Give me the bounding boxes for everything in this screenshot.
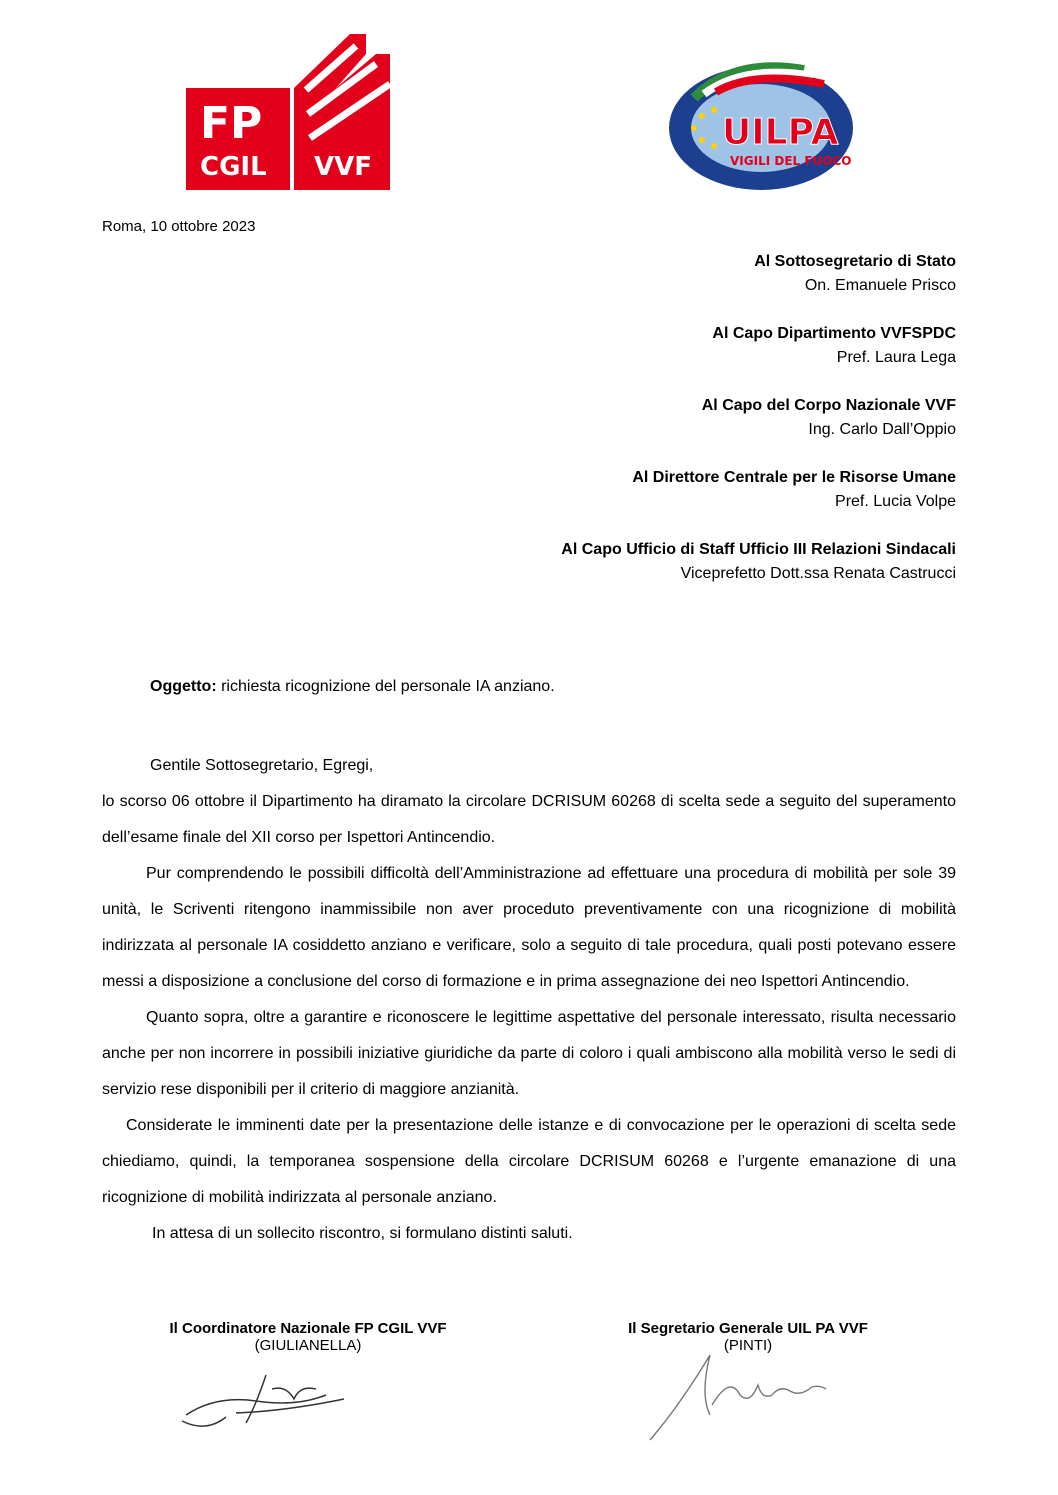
recipient-name: On. Emanuele Prisco: [804, 277, 956, 294]
logo-vvf-text: VVF: [314, 152, 373, 182]
recipient-title: Al Capo del Corpo Nazionale VVF: [701, 397, 956, 414]
logo-uilpa-text: UILPA: [722, 112, 839, 153]
recipient-3: [356, 394, 956, 442]
paragraph-3: Quanto sopra, oltre a garantire e riconoscere le legittime aspettative del personale interessato, risulta necessario anche per non incorrere in possibili iniziative giuridiche da parte di coloro i quali ambiscono alla mobilità verso le sedi di servizio rese disponibili per il criterio di maggiore anzianità.: [102, 1009, 956, 1098]
greeting: Gentile Sottosegretario, Egregi,: [150, 757, 374, 774]
letter-body: [102, 748, 956, 1252]
paragraph-2: Pur comprendendo le possibili difficoltà dell’Amministrazione ad effettuare una procedura di mobilità per sole 39 unità, le Scriventi ritengono inammissibile non aver proceduto preventivamente con una ricognizione di mobilità indirizzata al personale IA cosiddetto anziano e verificare, solo a seguito di tale procedura, quali posti potevano essere messi a disposizione a conclusione del corso di formazione e in prima assegnazione dei neo Ispettori Antincendio.: [102, 865, 956, 990]
logo-fp-text: FP: [200, 98, 263, 149]
closing: In attesa di un sollecito riscontro, si formulano distinti saluti.: [152, 1225, 573, 1242]
subject-text: richiesta ricognizione del personale IA anziano.: [216, 678, 555, 695]
signatory-role: Il Coordinatore Nazionale FP CGIL VVF: [169, 1320, 447, 1337]
signatory-name: (GIULIANELLA): [254, 1337, 362, 1354]
recipient-4: [356, 466, 956, 514]
signatory-role: Il Segretario Generale UIL PA VVF: [628, 1320, 868, 1337]
subject-line: [150, 678, 555, 696]
recipient-title: Al Capo Ufficio di Staff Ufficio III Relazioni Sindacali: [561, 541, 956, 558]
signatory-name: (PINTI): [723, 1337, 773, 1354]
fp-cgil-vvf-logo: [186, 34, 390, 190]
recipient-title: Al Sottosegretario di Stato: [754, 253, 956, 270]
recipient-2: [356, 322, 956, 370]
logo-vigili-text: VIGILI DEL FUOCO: [730, 154, 852, 168]
recipient-name: Viceprefetto Dott.ssa Renata Castrucci: [680, 565, 956, 582]
recipient-name: Ing. Carlo Dall’Oppio: [808, 421, 956, 438]
recipient-title: Al Capo Dipartimento VVFSPDC: [712, 325, 956, 342]
letter-date: Roma, 10 ottobre 2023: [102, 218, 256, 235]
recipient-name: Pref. Lucia Volpe: [835, 493, 956, 510]
handwritten-signature-right: [640, 1345, 840, 1445]
recipient-name: Pref. Laura Lega: [836, 349, 956, 366]
signature-left: [138, 1320, 478, 1354]
recipients-block: [356, 250, 956, 610]
recipient-1: [356, 250, 956, 298]
handwritten-signature-left: [176, 1355, 356, 1435]
paragraph-4: Considerate le imminenti date per la presentazione delle istanze e di convocazione per le operazioni di scelta sede chiediamo, quindi, la temporanea sospensione della circolare DCRISUM 60268 e l’urgente emanazione di una ricognizione di mobilità indirizzata al personale anziano.: [102, 1117, 956, 1206]
paragraph-1: lo scorso 06 ottobre il Dipartimento ha diramato la circolare DCRISUM 60268 di scelta sede a seguito del superamento dell’esame finale del XII corso per Ispettori Antincendio.: [102, 793, 956, 846]
subject-label: Oggetto:: [150, 678, 217, 695]
logo-cgil-text: CGIL: [200, 152, 267, 182]
recipient-title: Al Direttore Centrale per le Risorse Umane: [632, 469, 956, 486]
uilpa-logo: [664, 58, 858, 198]
recipient-5: [356, 538, 956, 586]
